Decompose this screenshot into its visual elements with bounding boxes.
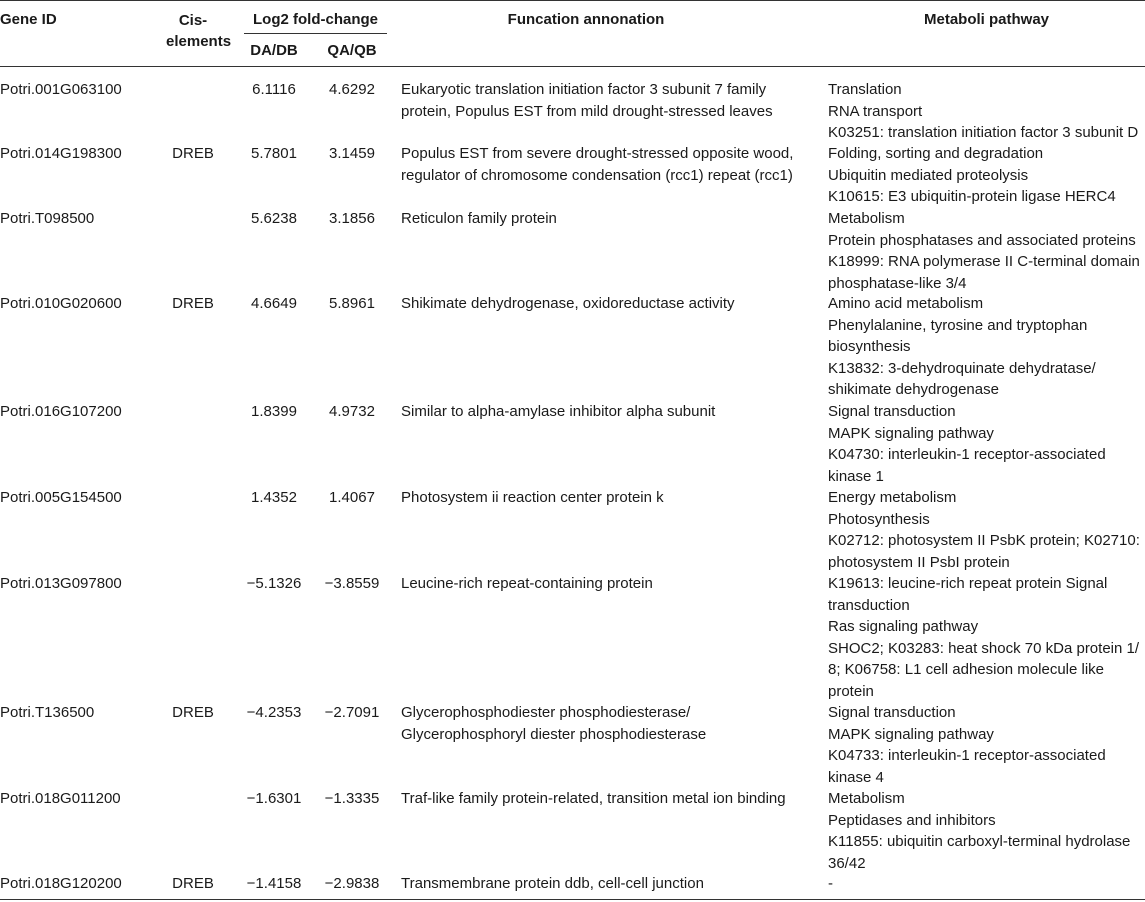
function-annotation-cell — [401, 573, 653, 595]
metabolic-pathway-cell — [828, 143, 1116, 208]
cis-element-cell: DREB — [172, 295, 214, 312]
qa-qb-value-cell: −3.8559 — [324, 575, 380, 592]
function-annotation-line: Populus EST from severe drought-stressed opposite wood, — [401, 145, 794, 162]
gene-id-cell: Potri.018G120200 — [0, 875, 122, 892]
metabolic-pathway-line: K13832: 3-dehydroquinate dehydratase/ — [828, 359, 1096, 377]
metabolic-pathway-line: transduction — [828, 596, 910, 614]
function-annotation-line: Similar to alpha-amylase inhibitor alpha subunit — [401, 403, 716, 420]
metabolic-pathway-line: shikimate dehydrogenase — [828, 381, 999, 398]
metabolic-pathway-line: 8; K06758: L1 cell adhesion molecule like — [828, 661, 1105, 678]
function-annotation-cell — [401, 702, 706, 745]
metabolic-pathway-line: Amino acid metabolism — [828, 295, 984, 312]
metabolic-pathway-line: Folding, sorting and degradation — [828, 145, 1044, 162]
header-gene-id: Gene ID — [0, 11, 57, 28]
da-db-value-cell: −4.2353 — [246, 704, 302, 721]
function-annotation-line: Eukaryotic translation initiation factor 3 subunit 7 family — [401, 81, 767, 98]
qa-qb-value-cell: 3.1459 — [329, 145, 375, 162]
gene-id-cell: Potri.018G011200 — [0, 790, 121, 807]
function-annotation-line: Glycerophosphoryl diester phosphodiesterase — [401, 725, 707, 743]
bottom-rule — [0, 899, 1145, 900]
metabolic-pathway-line: K11855: ubiquitin carboxyl-terminal hydrolase — [828, 833, 1131, 850]
function-annotation-line: Transmembrane protein ddb, cell-cell junction — [401, 875, 704, 892]
metabolic-pathway-line: 36/42 — [828, 854, 866, 872]
cis-element-cell: DREB — [172, 875, 214, 892]
function-annotation-cell — [401, 79, 773, 122]
function-annotation-cell — [401, 293, 735, 315]
metabolic-pathway-line: Translation — [828, 81, 902, 98]
gene-id-cell: Potri.010G020600 — [0, 295, 122, 312]
metabolic-pathway-line: K04730: interleukin-1 receptor-associated — [828, 446, 1106, 463]
function-annotation-line: Leucine-rich repeat-containing protein — [401, 575, 653, 592]
function-annotation-cell — [401, 788, 786, 810]
qa-qb-value-cell: 4.9732 — [329, 403, 375, 420]
metabolic-pathway-line: Metabolism — [828, 210, 905, 227]
function-annotation-cell — [401, 401, 715, 423]
metabolic-pathway-cell — [828, 702, 1106, 788]
da-db-value-cell: −1.6301 — [246, 790, 302, 807]
metabolic-pathway-line: biosynthesis — [828, 338, 911, 355]
function-annotation-cell — [401, 143, 793, 186]
metabolic-pathway-line: RNA transport — [828, 102, 923, 120]
gene-id-cell: Potri.T136500 — [0, 704, 95, 721]
function-annotation-cell — [401, 208, 557, 230]
da-db-value-cell: −5.1326 — [246, 575, 302, 592]
metabolic-pathway-line: Metabolism — [828, 790, 905, 807]
metabolic-pathway-line: Peptidases and inhibitors — [828, 811, 996, 829]
function-annotation-cell — [401, 487, 664, 509]
qa-qb-value-cell: 3.1856 — [329, 210, 375, 227]
metabolic-pathway-line: SHOC2; K03283: heat shock 70 kDa protein 1/ — [828, 639, 1140, 657]
metabolic-pathway-line: K03251: translation initiation factor 3 subunit D — [828, 124, 1139, 141]
metabolic-pathway-line: MAPK signaling pathway — [828, 424, 994, 442]
metabolic-pathway-cell — [828, 573, 1139, 702]
gene-id-cell: Potri.016G107200 — [0, 403, 122, 420]
metabolic-pathway-line: K10615: E3 ubiquitin-protein ligase HERC4 — [828, 188, 1116, 205]
metabolic-pathway-cell — [828, 79, 1138, 144]
qa-qb-value-cell: −2.7091 — [324, 704, 380, 721]
metabolic-pathway-line: Phenylalanine, tyrosine and tryptophan — [828, 316, 1088, 334]
header-function: Funcation annonation — [507, 11, 665, 28]
header-rule — [0, 66, 1145, 67]
metabolic-pathway-line: MAPK signaling pathway — [828, 725, 994, 743]
metabolic-pathway-cell — [828, 873, 833, 895]
metabolic-pathway-line: - — [828, 875, 833, 892]
top-rule — [0, 0, 1145, 1]
qa-qb-value-cell: 1.4067 — [329, 489, 375, 506]
cis-element-cell: DREB — [172, 704, 214, 721]
da-db-value-cell: 4.6649 — [251, 295, 297, 312]
gene-id-cell: Potri.013G097800 — [0, 575, 122, 592]
metabolic-pathway-line: K04733: interleukin-1 receptor-associated — [828, 747, 1106, 764]
metabolic-pathway-line: Signal transduction — [828, 704, 956, 721]
qa-qb-value-cell: 4.6292 — [329, 81, 375, 98]
function-annotation-line: Glycerophosphodiester phosphodiesterase/ — [401, 704, 691, 721]
da-db-value-cell: −1.4158 — [246, 875, 302, 892]
da-db-value-cell: 1.8399 — [251, 403, 297, 420]
da-db-value-cell: 6.1116 — [252, 81, 296, 98]
header-qa-qb: QA/QB — [327, 42, 377, 59]
qa-qb-value-cell: −1.3335 — [324, 790, 380, 807]
metabolic-pathway-line: Ras signaling pathway — [828, 618, 979, 635]
metabolic-pathway-line: photosystem II PsbI protein — [828, 553, 1010, 571]
header-da-db: DA/DB — [250, 42, 298, 59]
function-annotation-cell — [401, 873, 704, 895]
metabolic-pathway-line: kinase 1 — [828, 467, 884, 485]
metabolic-pathway-line: Ubiquitin mediated proteolysis — [828, 166, 1029, 184]
gene-id-cell: Potri.005G154500 — [0, 489, 122, 506]
header-pathway: Metaboli pathway — [923, 11, 1050, 28]
metabolic-pathway-line: protein — [828, 682, 874, 700]
qa-qb-value-cell: 5.8961 — [329, 295, 375, 312]
da-db-value-cell: 5.6238 — [251, 210, 297, 227]
header-cis-line2: elements — [166, 33, 232, 50]
header-log2-fold-change: Log2 fold-change — [253, 11, 378, 28]
da-db-value-cell: 5.7801 — [251, 145, 297, 162]
gene-id-cell: Potri.001G063100 — [0, 81, 122, 98]
metabolic-pathway-line: Photosynthesis — [828, 510, 930, 528]
function-annotation-line: Reticulon family protein — [401, 210, 557, 227]
function-annotation-line: Traf-like family protein-related, transition metal ion binding — [401, 790, 786, 807]
metabolic-pathway-line: K02712: photosystem II PsbK protein; K02710: — [828, 532, 1140, 549]
function-annotation-line: Shikimate dehydrogenase, oxidoreductase activity — [401, 295, 735, 312]
header-cis-line1: Cis- — [178, 12, 208, 29]
function-annotation-line: protein, Populus EST from mild drought-stressed leaves — [401, 102, 773, 120]
metabolic-pathway-line: kinase 4 — [828, 768, 884, 786]
gene-id-cell: Potri.T098500 — [0, 210, 95, 227]
metabolic-pathway-line: Protein phosphatases and associated proteins — [828, 231, 1136, 249]
metabolic-pathway-cell — [828, 208, 1140, 294]
metabolic-pathway-cell — [828, 788, 1130, 874]
log2-subrule — [244, 33, 387, 34]
function-annotation-line: regulator of chromosome condensation (rcc1) repeat (rcc1) — [401, 166, 793, 184]
da-db-value-cell: 1.4352 — [251, 489, 297, 506]
metabolic-pathway-cell — [828, 487, 1140, 573]
qa-qb-value-cell: −2.9838 — [324, 875, 380, 892]
gene-id-cell: Potri.014G198300 — [0, 145, 122, 162]
metabolic-pathway-line: phosphatase-like 3/4 — [828, 274, 967, 292]
metabolic-pathway-cell — [828, 293, 1096, 401]
metabolic-pathway-line: K18999: RNA polymerase II C-terminal domain — [828, 253, 1140, 270]
metabolic-pathway-line: K19613: leucine-rich repeat protein Signal — [828, 575, 1108, 592]
cis-element-cell: DREB — [172, 145, 214, 162]
metabolic-pathway-line: Signal transduction — [828, 403, 956, 420]
metabolic-pathway-cell — [828, 401, 1106, 487]
function-annotation-line: Photosystem ii reaction center protein k — [401, 489, 664, 506]
metabolic-pathway-line: Energy metabolism — [828, 489, 957, 506]
